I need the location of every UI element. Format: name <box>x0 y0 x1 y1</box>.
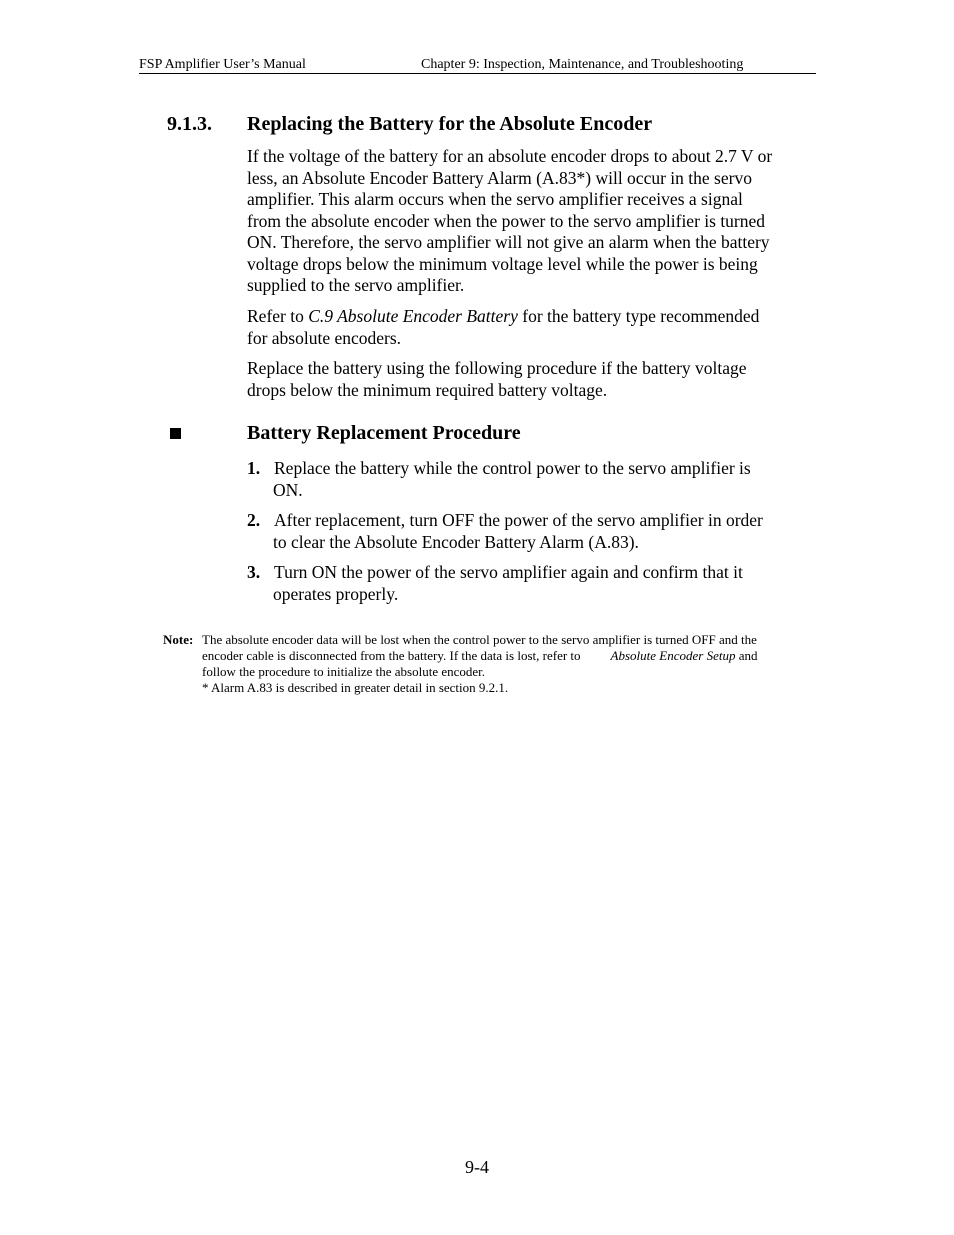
reference-paragraph <box>247 306 817 349</box>
step-text: Turn ON the power of the servo amplifier again and confirm that it <box>274 562 743 582</box>
note-line: follow the procedure to initialize the absolute encoder. <box>202 664 486 679</box>
step-number: 2. <box>247 510 261 530</box>
step-text: After replacement, turn OFF the power of the servo amplifier in order <box>274 510 763 530</box>
header-rule <box>139 73 816 74</box>
intro-line: supplied to the servo amplifier. <box>247 275 465 295</box>
step-text: operates properly. <box>273 583 399 604</box>
section-title: Replacing the Battery for the Absolute Encoder <box>247 113 653 135</box>
intro-line: voltage drops below the minimum voltage level while the power is being <box>247 253 758 274</box>
step-text: ON. <box>273 479 303 500</box>
step-text: Replace the battery while the control power to the servo amplifier is <box>274 458 751 478</box>
square-bullet-icon <box>170 428 181 439</box>
step-text: to clear the Absolute Encoder Battery Alarm (A.83). <box>273 531 639 552</box>
note-line-suffix: and <box>735 648 758 663</box>
reference-line: for absolute encoders. <box>247 327 402 348</box>
note-body <box>202 632 812 696</box>
replace-line: Replace the battery using the following procedure if the battery voltage <box>247 358 747 378</box>
replace-line: drops below the minimum required battery voltage. <box>247 379 608 400</box>
page-number: 9-4 <box>465 1157 489 1177</box>
note-label: Note: <box>163 632 194 647</box>
replace-paragraph <box>247 358 817 401</box>
intro-line: less, an Absolute Encoder Battery Alarm (A.83*) will occur in the servo <box>247 167 752 188</box>
intro-line: from the absolute encoder when the power to the servo amplifier is turned <box>247 210 766 231</box>
intro-line: ON. Therefore, the servo amplifier will not give an alarm when the battery <box>247 232 770 252</box>
encoder-setup-reference-link: Absolute Encoder Setup <box>610 648 736 663</box>
section-number: 9.1.3. <box>167 113 212 135</box>
intro-line: If the voltage of the battery for an absolute encoder drops to about 2.7 V or <box>247 146 773 166</box>
note-line: encoder cable is disconnected from the battery. If the data is lost, refer to <box>202 648 581 663</box>
intro-line: amplifier. This alarm occurs when the servo amplifier receives a signal <box>247 189 743 209</box>
reference-suffix: for the battery type recommended <box>517 306 760 326</box>
procedure-step <box>247 562 743 605</box>
note-line: The absolute encoder data will be lost when the control power to the servo amplifier is turned OFF and the <box>202 632 757 647</box>
procedure-step <box>247 510 763 553</box>
procedure-title: Battery Replacement Procedure <box>247 422 521 444</box>
header-chapter-title: Chapter 9: Inspection, Maintenance, and Troubleshooting <box>421 57 744 72</box>
note-footnote: * Alarm A.83 is described in greater detail in section 9.2.1. <box>202 680 509 695</box>
step-number: 3. <box>247 562 261 582</box>
reference-prefix: Refer to <box>247 306 309 326</box>
procedure-step <box>247 458 751 501</box>
battery-reference-link: C.9 Absolute Encoder Battery <box>308 306 518 326</box>
step-number: 1. <box>247 458 261 478</box>
intro-paragraph <box>247 146 817 297</box>
header-manual-title: FSP Amplifier User’s Manual <box>139 57 306 72</box>
